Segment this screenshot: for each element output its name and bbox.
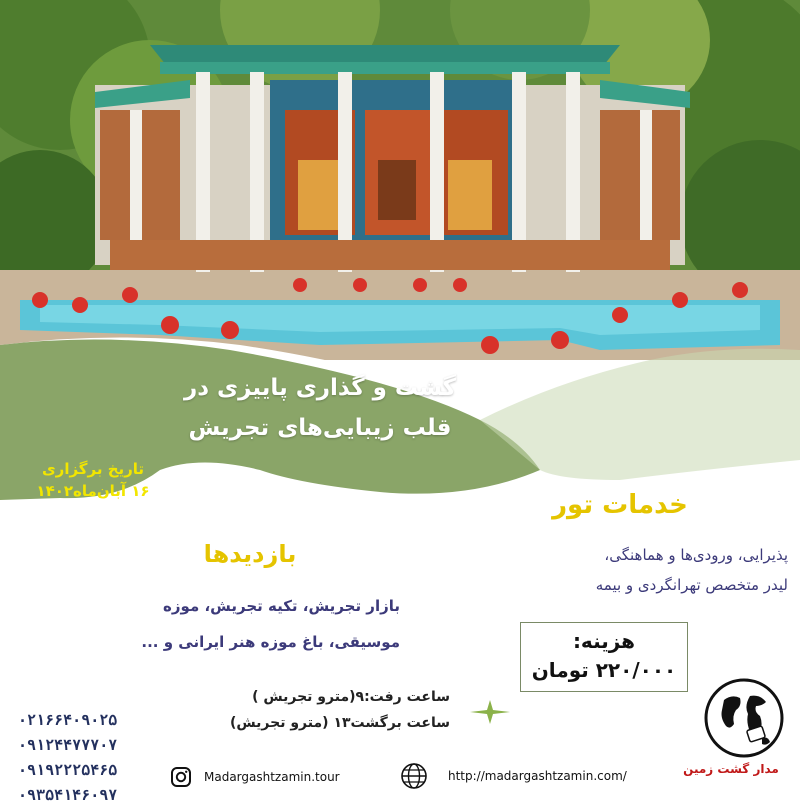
phone-number[interactable]: ۰۲۱۶۶۴۰۹۰۲۵: [18, 711, 118, 729]
cost-value: ۲۲۰/۰۰۰ تومان: [531, 658, 677, 682]
brand-name: مدار گشت زمین: [683, 762, 779, 776]
instagram-link[interactable]: [170, 764, 390, 790]
services-list: [460, 540, 788, 600]
visits-title: بازدیدها: [203, 540, 297, 568]
services-title: خدمات تور: [552, 490, 688, 520]
headline-line-2: قلب زیبایی‌های تجریش: [188, 415, 452, 441]
date-value: ۱۶ آبان‌ماه۱۴۰۲: [36, 482, 150, 500]
schedule: [190, 684, 450, 736]
headline: [160, 368, 480, 448]
event-date: [18, 458, 168, 502]
return-time: ساعت برگشت۱۳ (مترو تجریش): [229, 715, 450, 731]
headline-line-1: گشت و گذاری پاییزی در: [183, 375, 457, 401]
services-line-2: لیدر متخصص تهرانگردی و بیمه: [595, 576, 788, 594]
website-url: http://madargashtzamin.com/: [448, 769, 627, 783]
instagram-handle: Madargashtzamin.tour: [204, 770, 340, 784]
visits-line-2: موسیقی، باغ موزه هنر ایرانی و ...: [141, 633, 400, 651]
date-label: تاریخ برگزاری: [41, 460, 145, 478]
cost-box: [520, 622, 688, 692]
phone-number[interactable]: ۰۹۳۵۴۱۴۶۰۹۷: [18, 786, 118, 804]
website-link[interactable]: [400, 762, 670, 790]
services-line-1: پذیرایی، ورودی‌ها و هماهنگی،: [604, 546, 788, 564]
departure-time: ساعت رفت:۹(مترو تجریش ): [252, 689, 450, 705]
phone-number[interactable]: ۰۹۱۲۴۴۷۷۷۰۷: [18, 736, 118, 754]
visits-line-1: بازار تجریش، تکیه تجریش، موزه: [163, 597, 400, 615]
phone-number[interactable]: ۰۹۱۹۲۲۲۵۴۶۵: [18, 761, 118, 779]
visits-list: [40, 588, 400, 660]
globe-icon: [400, 762, 428, 790]
instagram-icon: [170, 766, 192, 788]
phone-list: [18, 708, 178, 808]
world-map-icon: [702, 676, 786, 760]
sparkle-icon: [470, 700, 510, 724]
cost-label: هزینه:: [572, 629, 636, 653]
